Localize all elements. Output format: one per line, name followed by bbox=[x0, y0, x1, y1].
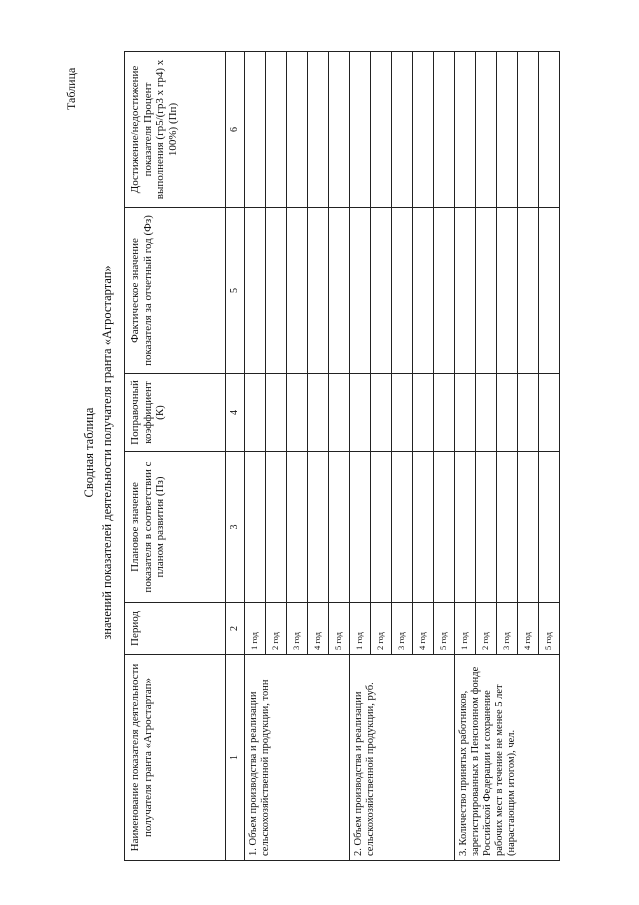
period-cell: 2 год bbox=[476, 603, 497, 655]
period-cell: 1 год bbox=[350, 603, 371, 655]
coefficient-cell bbox=[371, 374, 392, 452]
completion-cell bbox=[434, 52, 455, 208]
actual-value-cell bbox=[539, 208, 560, 374]
completion-cell bbox=[245, 52, 266, 208]
period-cell: 4 год bbox=[308, 603, 329, 655]
completion-cell bbox=[266, 52, 287, 208]
actual-value-cell bbox=[413, 208, 434, 374]
column-number: 4 bbox=[226, 374, 245, 452]
header-row bbox=[125, 52, 226, 861]
completion-cell bbox=[287, 52, 308, 208]
planned-value-cell bbox=[266, 452, 287, 603]
table-subtitle: значений показателей деятельности получателя гранта «Агростартап» bbox=[100, 265, 114, 640]
table-label: Таблица bbox=[64, 67, 78, 110]
planned-value-cell bbox=[350, 452, 371, 603]
period-cell: 1 год bbox=[455, 603, 476, 655]
period-cell: 3 год bbox=[392, 603, 413, 655]
actual-value-cell bbox=[266, 208, 287, 374]
planned-value-cell bbox=[287, 452, 308, 603]
table-row bbox=[245, 52, 266, 861]
planned-value-cell bbox=[329, 452, 350, 603]
planned-value-cell bbox=[539, 452, 560, 603]
coefficient-cell bbox=[266, 374, 287, 452]
coefficient-cell bbox=[434, 374, 455, 452]
table-row bbox=[350, 52, 371, 861]
actual-value-cell bbox=[518, 208, 539, 374]
planned-value-cell bbox=[434, 452, 455, 603]
coefficient-cell bbox=[329, 374, 350, 452]
completion-cell bbox=[308, 52, 329, 208]
period-cell: 5 год bbox=[329, 603, 350, 655]
completion-cell bbox=[476, 52, 497, 208]
actual-value-cell bbox=[476, 208, 497, 374]
header-completion-percent: Достижение/недостижение показателя Процент выполнения (гр5/(гр3 х гр4) х 100%) (Пп) bbox=[125, 52, 226, 208]
completion-cell bbox=[329, 52, 350, 208]
period-cell: 5 год bbox=[434, 603, 455, 655]
completion-cell bbox=[413, 52, 434, 208]
completion-cell bbox=[350, 52, 371, 208]
completion-cell bbox=[497, 52, 518, 208]
coefficient-cell bbox=[392, 374, 413, 452]
planned-value-cell bbox=[371, 452, 392, 603]
coefficient-cell bbox=[539, 374, 560, 452]
header-period: Период bbox=[125, 603, 226, 655]
actual-value-cell bbox=[245, 208, 266, 374]
completion-cell bbox=[392, 52, 413, 208]
coefficient-cell bbox=[287, 374, 308, 452]
column-number: 2 bbox=[226, 603, 245, 655]
column-number: 5 bbox=[226, 208, 245, 374]
planned-value-cell bbox=[308, 452, 329, 603]
summary-table bbox=[124, 51, 560, 861]
completion-cell bbox=[518, 52, 539, 208]
coefficient-cell bbox=[455, 374, 476, 452]
planned-value-cell bbox=[476, 452, 497, 603]
column-number-row bbox=[226, 52, 245, 861]
indicator-name: 3. Количество принятых работников, зарегистрированных в Пенсионном фонде Российской Федерации и сохранение рабочих мест в течение не менее 5 лет (нарастающим итогом), чел. bbox=[455, 655, 560, 861]
indicator-name: 1. Объем производства и реализации сельскохозяйственной продукции, тонн bbox=[245, 655, 350, 861]
completion-cell bbox=[539, 52, 560, 208]
period-cell: 2 год bbox=[371, 603, 392, 655]
coefficient-cell bbox=[308, 374, 329, 452]
period-cell: 3 год bbox=[497, 603, 518, 655]
planned-value-cell bbox=[518, 452, 539, 603]
actual-value-cell bbox=[434, 208, 455, 374]
period-cell: 4 год bbox=[413, 603, 434, 655]
header-planned-value: Плановое значение показателя в соответствии с планом развития (Пз) bbox=[125, 452, 226, 603]
coefficient-cell bbox=[350, 374, 371, 452]
header-indicator-name: Наименование показателя деятельности получателя гранта «Агростартап» bbox=[125, 655, 226, 861]
planned-value-cell bbox=[392, 452, 413, 603]
actual-value-cell bbox=[308, 208, 329, 374]
coefficient-cell bbox=[413, 374, 434, 452]
actual-value-cell bbox=[287, 208, 308, 374]
actual-value-cell bbox=[455, 208, 476, 374]
header-correction-coefficient: Поправочный коэффициент (К) bbox=[125, 374, 226, 452]
column-number: 3 bbox=[226, 452, 245, 603]
planned-value-cell bbox=[497, 452, 518, 603]
coefficient-cell bbox=[245, 374, 266, 452]
actual-value-cell bbox=[392, 208, 413, 374]
planned-value-cell bbox=[413, 452, 434, 603]
actual-value-cell bbox=[329, 208, 350, 374]
table-row bbox=[455, 52, 476, 861]
header-actual-value: Фактическое значение показателя за отчетный год (Фз) bbox=[125, 208, 226, 374]
period-cell: 3 год bbox=[287, 603, 308, 655]
completion-cell bbox=[371, 52, 392, 208]
actual-value-cell bbox=[350, 208, 371, 374]
table-title: Сводная таблица bbox=[82, 407, 96, 498]
planned-value-cell bbox=[455, 452, 476, 603]
column-number: 1 bbox=[226, 655, 245, 861]
completion-cell bbox=[455, 52, 476, 208]
period-cell: 5 год bbox=[539, 603, 560, 655]
actual-value-cell bbox=[497, 208, 518, 374]
period-cell: 2 год bbox=[266, 603, 287, 655]
coefficient-cell bbox=[476, 374, 497, 452]
actual-value-cell bbox=[371, 208, 392, 374]
indicator-name: 2. Объем производства и реализации сельскохозяйственной продукции, руб. bbox=[350, 655, 455, 861]
period-cell: 4 год bbox=[518, 603, 539, 655]
coefficient-cell bbox=[518, 374, 539, 452]
coefficient-cell bbox=[497, 374, 518, 452]
planned-value-cell bbox=[245, 452, 266, 603]
column-number: 6 bbox=[226, 52, 245, 208]
period-cell: 1 год bbox=[245, 603, 266, 655]
